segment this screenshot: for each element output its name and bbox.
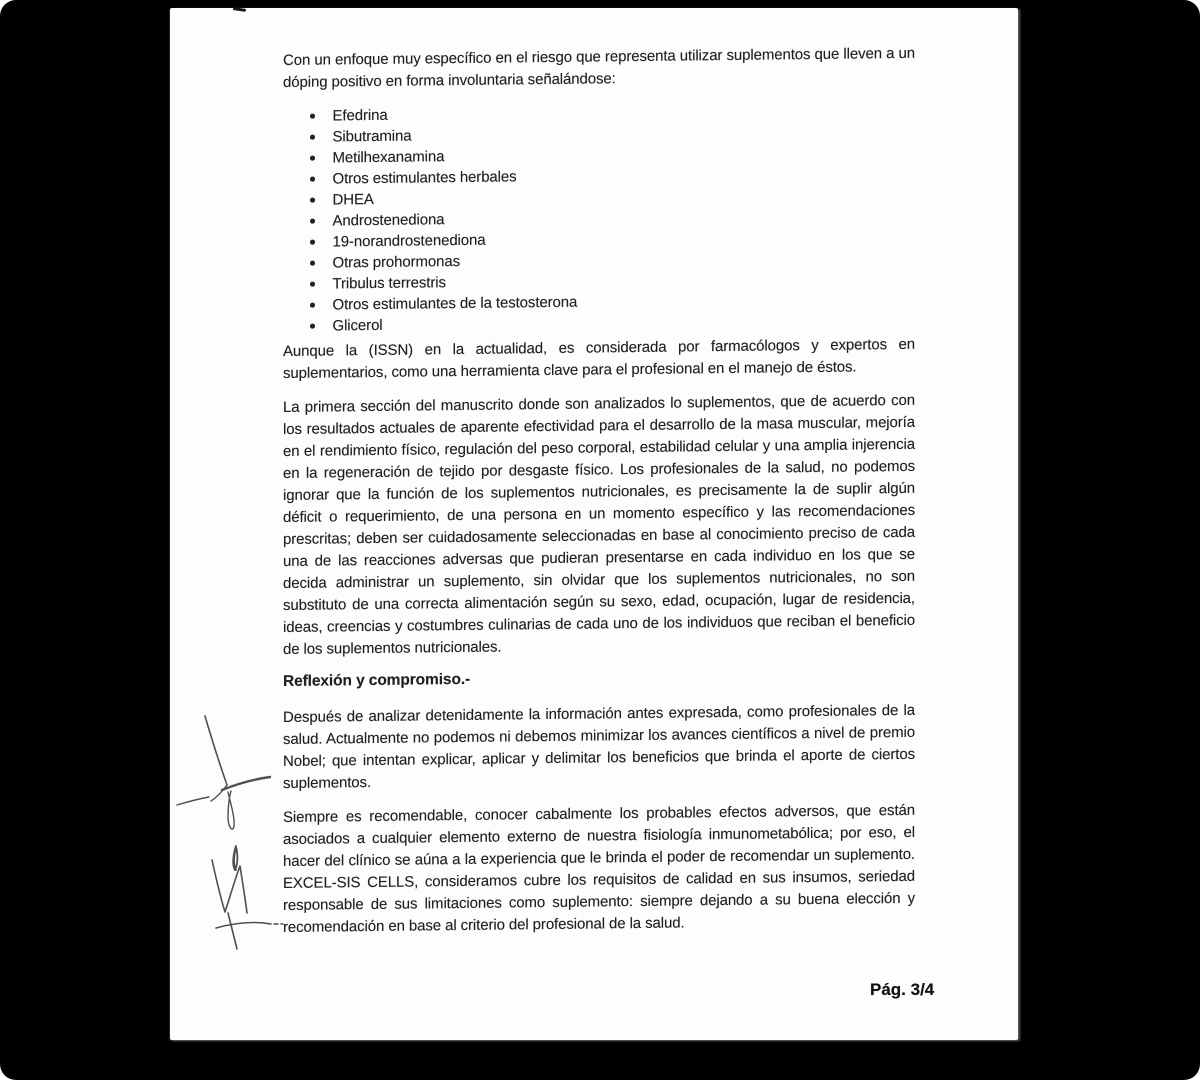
bullet-icon <box>310 198 315 203</box>
list-item-label: Glicerol <box>332 316 383 335</box>
bullet-icon <box>310 240 315 245</box>
list-item-label: DHEA <box>332 190 374 209</box>
bullet-icon <box>310 324 315 329</box>
document-text-block <box>283 43 915 951</box>
scan-artifact-mark <box>233 7 246 12</box>
supplement-list <box>283 99 915 337</box>
bullet-icon <box>310 156 315 161</box>
reflection-paragraph-2: Siempre es recomendable, conocer cabalmente los probables efectos adversos, que están asociados a cualquier elemento externo de nuestra fisiología inmunometabólica; por eso, el hacer del clínico se aúna a la experiencia que le brinda el poder de recomendar un suplemento. EXCEL-SIS CELLS, consideramos cubre los requisitos de calidad en sus insumos, seriedad responsable de sus limitaciones como suplemento: siempre dejando a su buena elección y recomendación en base al criterio del profesional de la salud. <box>283 801 915 936</box>
list-item-label: 19-norandrostenediona <box>332 231 486 251</box>
bullet-icon <box>310 219 315 224</box>
list-item-label: Otros estimulantes herbales <box>332 168 517 188</box>
list-item-label: Efedrina <box>332 106 388 125</box>
reflection-paragraph-1: Después de analizar detenidamente la información antes expresada, como profesionales de la salud. Actualmente no podemos ni debemos minimizar los avances científicos a nivel de premio Nobel; que intentan explicar, aplicar y delimitar los beneficios que brinda el aporte de ciertos suplementos. <box>283 701 915 792</box>
list-item-label: Metilhexanamina <box>332 148 445 167</box>
issn-paragraph: Aunque la (ISSN) en la actualidad, es considerada por farmacólogos y expertos en suplementarios, como una herramienta clave para el profesional en el manejo de éstos. <box>283 335 915 382</box>
list-item-label: Androstenediona <box>332 211 445 230</box>
bullet-icon <box>310 282 315 287</box>
list-item-label: Otras prohormonas <box>332 252 461 272</box>
list-item-label: Sibutramina <box>332 127 412 146</box>
bullet-icon <box>310 114 315 119</box>
list-item-label: Tribulus terrestris <box>332 274 446 293</box>
bullet-icon <box>310 261 315 266</box>
list-item-label: Otros estimulantes de la testosterona <box>332 293 578 314</box>
document-page <box>170 8 1018 1040</box>
analysis-paragraph: La primera sección del manuscrito donde son analizados lo suplementos, que de acuerdo con los resultados actuales de aparente efectividad para el desarrollo de la masa muscular, mejoría en el rendimiento físico, regulación del peso corporal, estabilidad celular y una amplia injerencia en la regeneración de tejido por desgaste físico. Los profesionales de la salud, no podemos ignorar que la función de los suplementos nutricionales, es precisamente la de suplir algún déficit o requerimiento, de una persona en un momento específico y las recomendaciones prescritas; deben ser cuidadosamente seleccionadas en base al conocimiento preciso de cada una de las reacciones adversas que pudieran presentarse en cada individuo en los que se decida administrar un suplemento, sin olvidar que los suplementos nutricionales, no son substituto de una correcta alimentación según su sexo, edad, ocupación, lugar de residencia, ideas, creencias y costumbres culinarias de cada uno de los individuos que reciban el beneficio de los suplementos nutricionales. <box>283 391 915 658</box>
bullet-icon <box>310 177 315 182</box>
section-heading: Reflexión y compromiso.- <box>283 670 471 690</box>
page-number: Pág. 3/4 <box>870 980 935 999</box>
bullet-icon <box>310 135 315 140</box>
bullet-icon <box>310 303 315 308</box>
intro-paragraph: Con un enfoque muy específico en el riesgo que representa utilizar suplementos que lleven a un dóping positivo en forma involuntaria señalándose: <box>283 44 915 91</box>
